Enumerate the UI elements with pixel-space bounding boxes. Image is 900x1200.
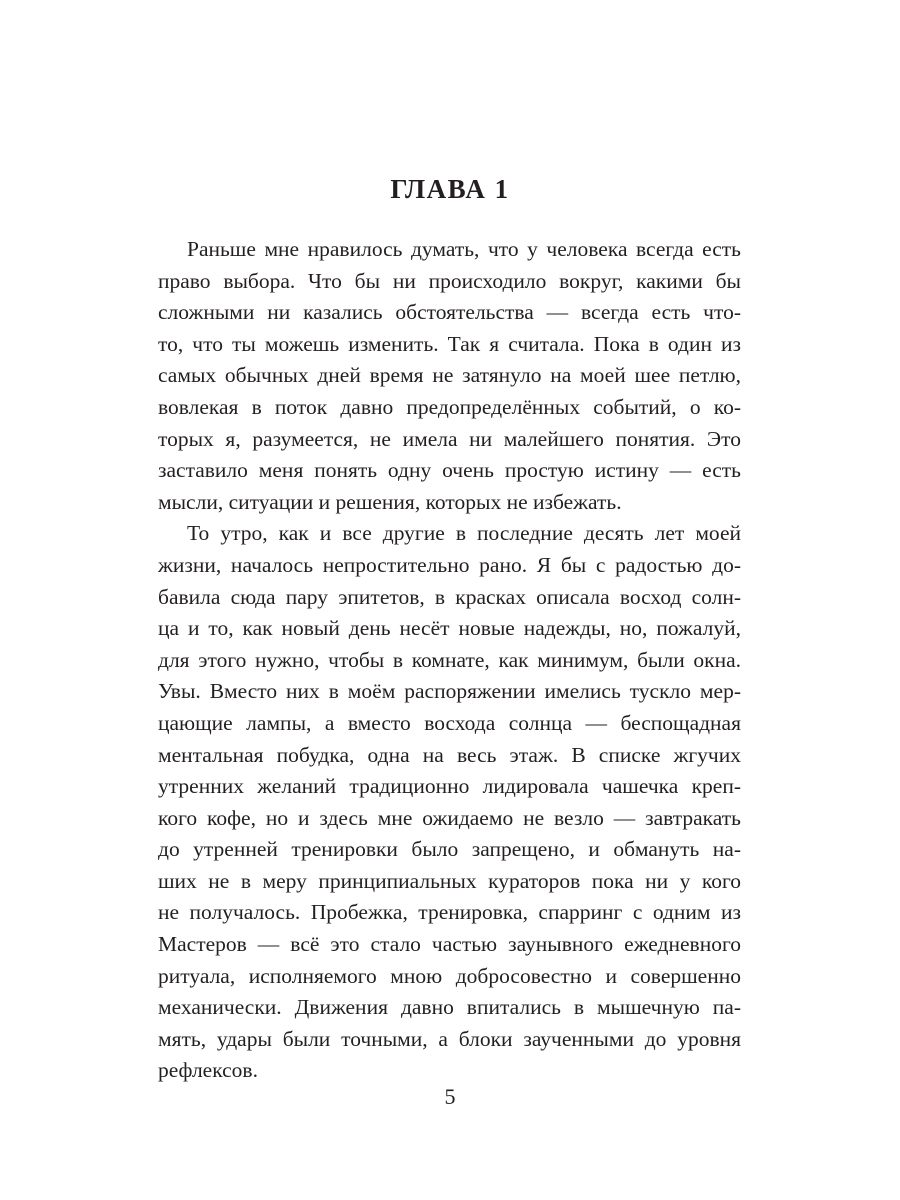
text-line: торых я, разумеется, не имела ни малейшего понятия. Это — [158, 426, 741, 451]
text-line: рефлексов. — [158, 1058, 258, 1083]
text-line: кого кофе, но и здесь мне ожидаемо не везло — завтракать — [158, 805, 741, 830]
text-line: право выбора. Что бы ни происходило вокруг, какими бы — [158, 268, 741, 293]
chapter-title: ГЛАВА 1 — [390, 174, 510, 204]
text-line: самых обычных дней время не затянуло на моей шее петлю, — [158, 363, 741, 388]
text-line: сложными ни казались обстоятельства — всегда есть что- — [158, 300, 741, 325]
text-line: механически. Движения давно впитались в мышечную па- — [158, 995, 741, 1020]
page-number: 5 — [444, 1084, 456, 1109]
text-line: ца и то, как новый день несёт новые надежды, но, пожалуй, — [158, 616, 741, 641]
text-line: мысли, ситуации и решения, которых не избежать. — [158, 489, 622, 514]
text-line: не получалось. Пробежка, тренировка, спарринг с одним из — [158, 900, 741, 925]
paragraph — [158, 518, 741, 1087]
text-line: мять, удары были точными, а блоки заученными до уровня — [158, 1026, 741, 1051]
text-line: ритуала, исполняемого мною добросовестно и совершенно — [158, 963, 741, 988]
text-line: вовлекая в поток давно предопределённых событий, о ко- — [158, 394, 741, 419]
text-line: Мастеров — всё это стало частью заунывного ежедневного — [158, 932, 741, 957]
text-line: Раньше мне нравилось думать, что у человека всегда есть — [187, 237, 741, 261]
text-line: заставило меня понять одну очень простую истину — есть — [158, 458, 741, 483]
text-line: ших не в меру принципиальных кураторов пока ни у кого — [158, 868, 741, 893]
text-line: То утро, как и все другие в последние десять лет моей — [187, 521, 741, 546]
text-line: Увы. Вместо них в моём распоряжении имелись тускло мер- — [158, 679, 741, 704]
text-line: то, что ты можешь изменить. Так я считала. Пока в один из — [158, 331, 741, 356]
text-line: утренних желаний традиционно лидировала чашечка креп- — [158, 774, 741, 799]
text-line: для этого нужно, чтобы в комнате, как минимум, были окна. — [158, 647, 741, 672]
body-text — [158, 234, 741, 1087]
text-line: цающие лампы, а вместо восхода солнца — беспощадная — [158, 710, 741, 735]
paragraph — [158, 234, 741, 518]
text-line: ментальная побудка, одна на весь этаж. В списке жгучих — [158, 742, 741, 767]
text-line: бавила сюда пару эпитетов, в красках описала восход солн- — [158, 584, 741, 609]
text-line: жизни, началось непростительно рано. Я бы с радостью до- — [158, 552, 741, 577]
text-line: до утренней тренировки было запрещено, и обмануть на- — [158, 837, 741, 862]
